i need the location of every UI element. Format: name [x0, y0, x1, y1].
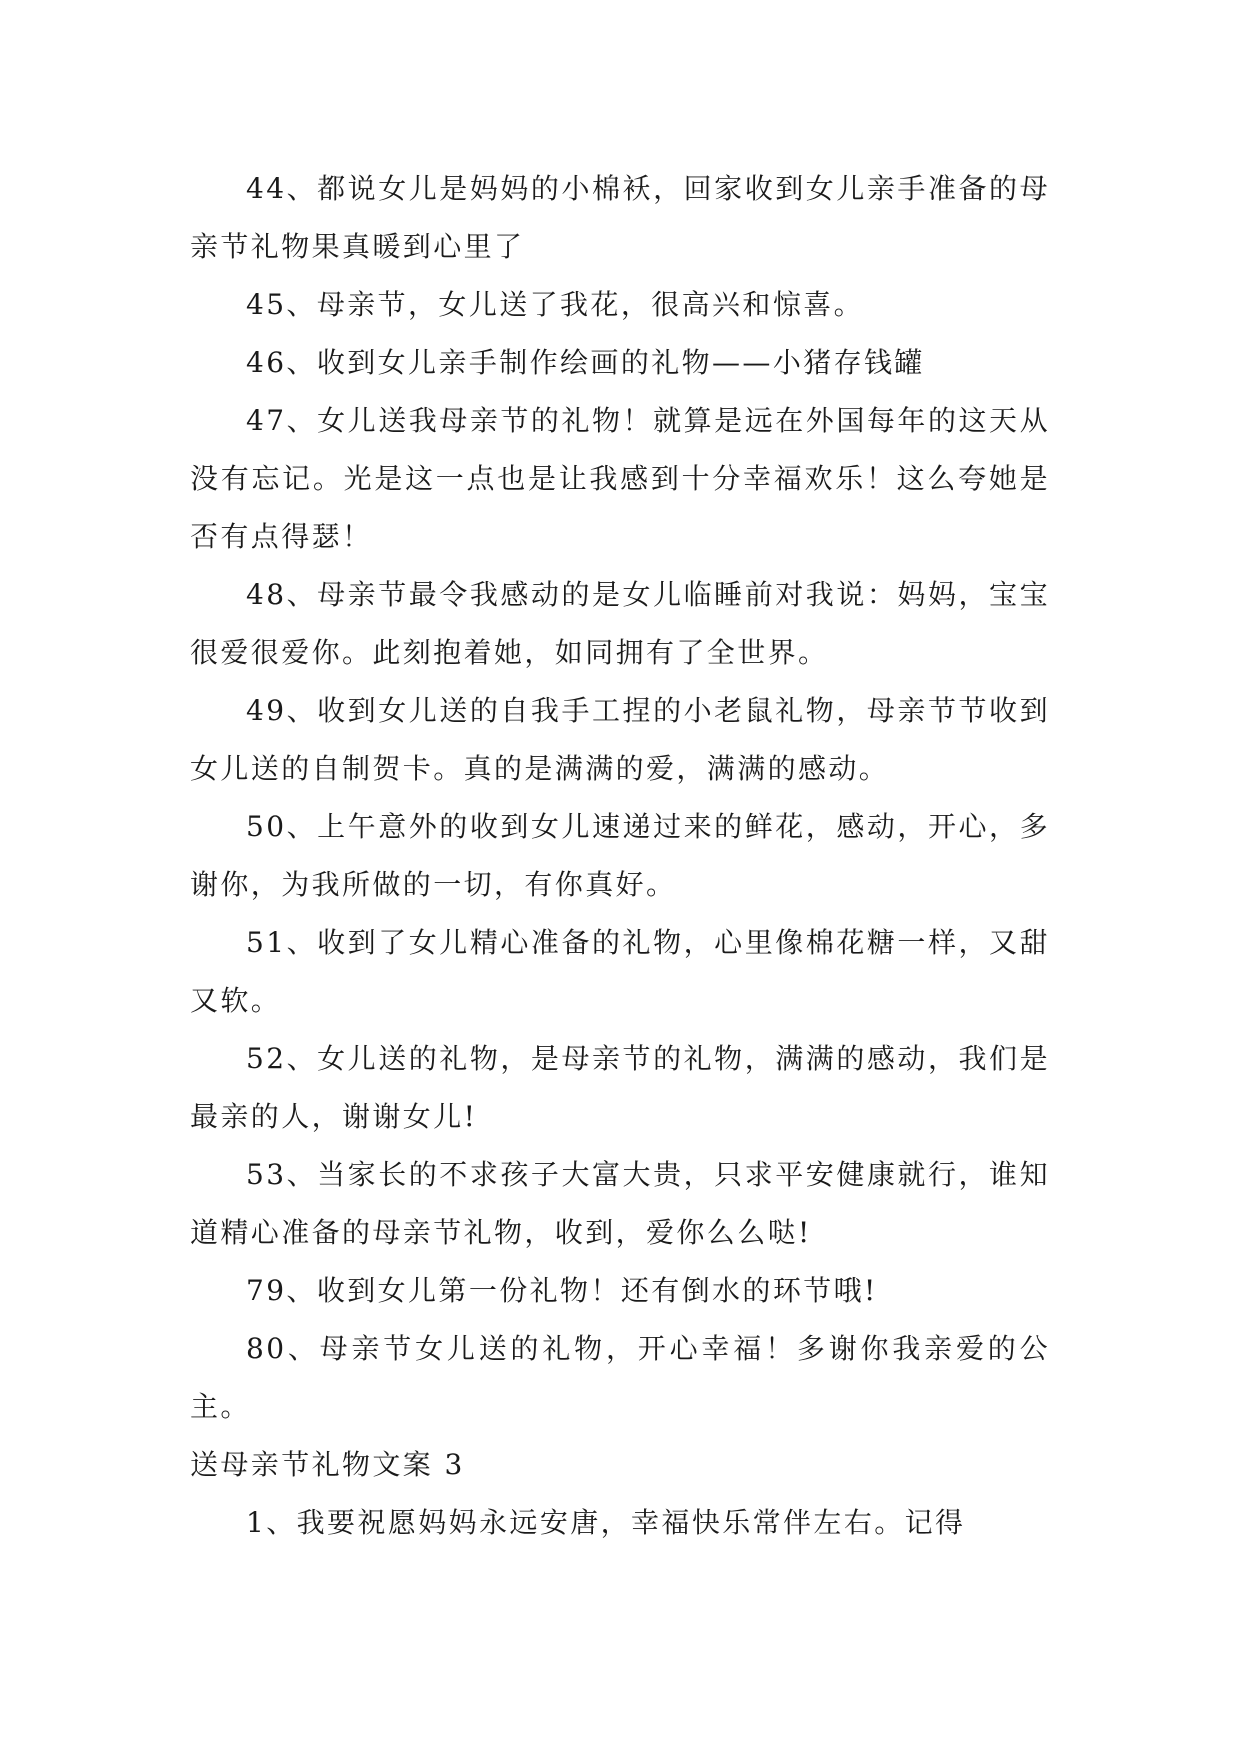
paragraph-51: 51、收到了女儿精心准备的礼物，心里像棉花糖一样，又甜又软。 [190, 926, 1050, 1017]
paragraph-46: 46、收到女儿亲手制作绘画的礼物——小猪存钱罐 [246, 346, 925, 379]
paragraph-48: 48、母亲节最令我感动的是女儿临睡前对我说：妈妈，宝宝很爱很爱你。此刻抱着她，如同拥有了全世界。 [190, 578, 1050, 669]
paragraph-1: 1、我要祝愿妈妈永远安唐，幸福快乐常伴左右。记得 [246, 1506, 966, 1539]
paragraph-79: 79、收到女儿第一份礼物！还有倒水的环节哦! [246, 1274, 878, 1307]
paragraph-45: 45、母亲节，女儿送了我花，很高兴和惊喜。 [246, 288, 865, 321]
paragraph-49: 49、收到女儿送的自我手工捏的小老鼠礼物，母亲节节收到女儿送的自制贺卡。真的是满满的爱，满满的感动。 [190, 694, 1050, 785]
paragraph-44: 44、都说女儿是妈妈的小棉袄，回家收到女儿亲手准备的母亲节礼物果真暖到心里了 [190, 172, 1050, 263]
paragraph-50: 50、上午意外的收到女儿速递过来的鲜花，感动，开心，多谢你，为我所做的一切，有你真好。 [190, 810, 1050, 901]
document-body [190, 160, 1050, 1552]
paragraph-47: 47、女儿送我母亲节的礼物！就算是远在外国每年的这天从没有忘记。光是这一点也是让我感到十分幸福欢乐！这么夸她是否有点得瑟！ [190, 404, 1050, 553]
paragraph-80: 80、母亲节女儿送的礼物，开心幸福！多谢你我亲爱的公主。 [190, 1332, 1050, 1423]
section-heading: 送母亲节礼物文案 3 [190, 1448, 465, 1481]
paragraph-52: 52、女儿送的礼物，是母亲节的礼物，满满的感动，我们是最亲的人，谢谢女儿! [190, 1042, 1050, 1133]
paragraph-53: 53、当家长的不求孩子大富大贵，只求平安健康就行，谁知道精心准备的母亲节礼物，收到，爱你么么哒! [190, 1158, 1050, 1249]
